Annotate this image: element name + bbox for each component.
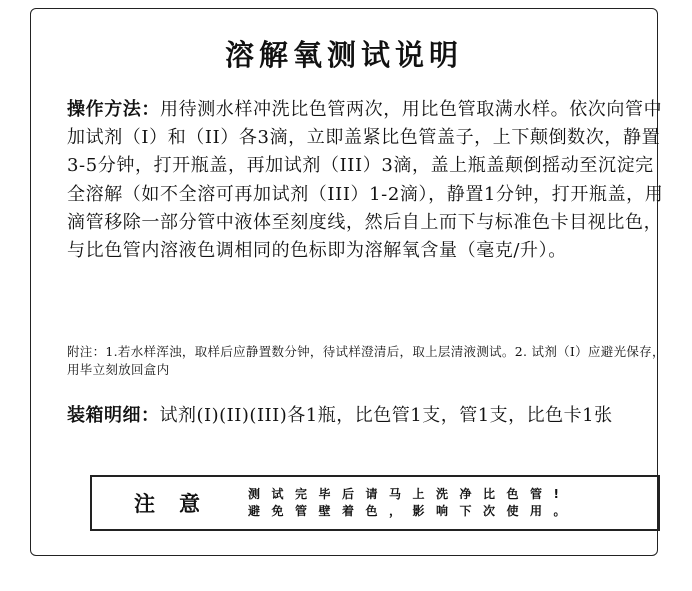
notice-label: 注意 [134,492,224,516]
operation-method-label: 操作方法： [67,99,160,120]
notice-line-1: 测试完毕后请马上洗净比色管! [248,487,571,501]
notice-text [242,486,658,520]
notice-line-2: 避免管壁着色，影响下次使用。 [248,504,578,518]
instruction-card [30,8,665,556]
document-title: 溶解氧测试说明 [224,38,463,72]
packing-list-text: 试剂(I)(II)(III)各1瓶，比色管1支，管1支，比色卡1张 [159,405,613,426]
operation-method-text: 用待测水样冲洗比色管两次，用比色管取满水样。依次向管中加试剂（I）和（II）各3滴，立即盖紧比色管盖子，上下颠倒数次，静置3-5分钟，打开瓶盖，再加试剂（III）3滴，盖上瓶盖颠倒摇动至沉淀完全溶解（如不全溶可再加试剂（III）1-2滴），静置1分钟，打开瓶盖，用滴管移除一部分管中液体至刻度线，然后自上而下与标准色卡目视比色，与比色管内溶液色调相同的色标即为溶解氧含量（毫克/升）。 [67,99,664,262]
appendix-note: 附注：1.若水样浑浊，取样后应静置数分钟，待试样澄清后，取上层清液测试。2. 试剂（I）应避光保存，用毕立刻放回盒内 [67,344,665,377]
packing-list-label: 装箱明细： [67,405,160,426]
notice-box [90,475,660,531]
packing-list-paragraph [67,402,667,430]
operation-method-paragraph [67,96,669,265]
